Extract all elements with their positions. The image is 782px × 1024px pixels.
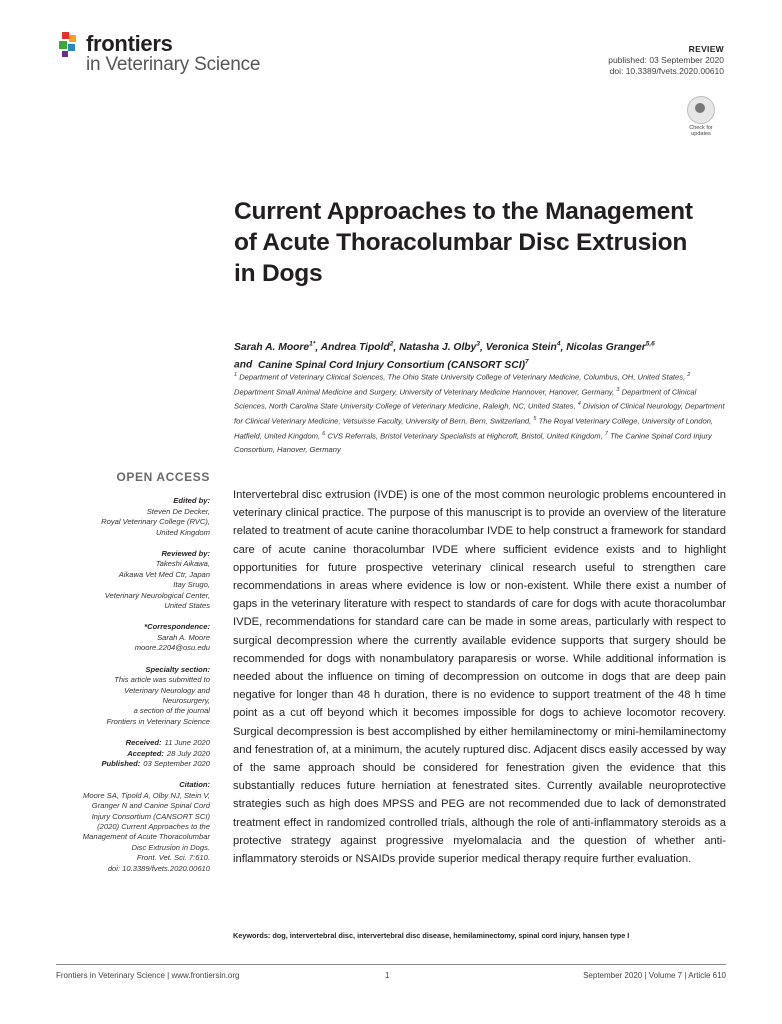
reviewed-by-section: Reviewed by: Takeshi Aikawa, Aikawa Vet Med Ctr, Japan Itay Srugo, Veterinary Neurological Center, United States bbox=[104, 549, 210, 611]
author[interactable]: Andrea Tipold$^2$ bbox=[320, 341, 394, 354]
correspondence-email[interactable]: moore.2204@osu.edu bbox=[134, 643, 210, 653]
author[interactable]: Nicolas Granger$^{5,6}$ bbox=[566, 341, 655, 354]
open-access-label: OPEN ACCESS bbox=[116, 470, 210, 484]
author[interactable]: Canine Spinal Cord Injury Consortium (CANSORT SCI)$^7$ bbox=[258, 358, 529, 371]
affiliation: CVS Referrals, Bristol Veterinary Specialists at Highcroft, Bristol, United Kingdom bbox=[327, 431, 601, 441]
article-meta bbox=[608, 44, 724, 77]
affiliation: Department of Veterinary Clinical Sciences, The Ohio State University College of Veterinary Medicine, Columbus, OH, United States bbox=[239, 372, 684, 382]
author[interactable]: Sarah A. Moore$^{1*}$ bbox=[234, 341, 316, 354]
edited-by-section: Edited by: Steven De Decker, Royal Veterinary College (RVC), United Kingdom bbox=[101, 496, 210, 537]
journal-logo bbox=[56, 30, 286, 82]
check-updates-icon bbox=[687, 96, 715, 124]
author[interactable]: Veronica Stein$^4$ bbox=[485, 341, 561, 354]
check-updates-label: Check for updates bbox=[689, 125, 713, 137]
page-number: 1 bbox=[385, 971, 390, 980]
article-sidebar bbox=[56, 472, 210, 885]
keywords-label: Keywords: bbox=[233, 931, 271, 940]
citation-section: Citation: Moore SA, Tipold A, Olby NJ, Stein V, Granger N and Canine Spinal Cord Injury Consortium (CANSORT SCI) (2020) Current Approaches to the Management of Acute Thoracolumbar Disc Extrusion in Dogs. Front. Vet. Sci. 7:610. doi: 10.3389/fvets.2020.00610 bbox=[82, 780, 210, 873]
author[interactable]: Natasha J. Olby$^3$ bbox=[399, 341, 480, 354]
abstract-text: Intervertebral disc extrusion (IVDE) is one of the most common neurologic problems encountered in veterinary clinical practice. The purpose of this manuscript is to provide an overview of the literature related to treatment of acute canine thoracolumbar IVDE to help construct a framework for standard care of acute canine thoracolumbar IVDE where sufficient evidence exists and to highlight opportunities for future prospective veterinary clinical research useful to strengthen care recommendations in areas where evidence is low or non-existent. While there exist a number of gaps in the veterinary literature with respect to standards of care for dogs with acute thoracolumbar IVDE, recommendations for standard care can be made in some areas, particularly with respect to surgical decompression where the currently available evidence supports that surgery should be recommended for dogs with nonambulatory paraparesis or worse. While additional information is needed about the influence on timing of decompression on outcome in dogs that are deep pain negative for longer than 48 h duration, there is no evidence to support treatment of the 48 h time point as a cut off beyond which it becomes impossible for dogs to achieve locomotor recovery. Surgical decompression is best accomplished by either hemilaminectomy or mini-hemilaminectomy and fenestration of, at a minimum, the acutely ruptured disc. Adjacent discs easily accessed by way of the same approach should be considered for fenestration given the evidence that this substantially reduces future herniation at fenestrated sites. Currently available neuroprotective strategies such as high does MPSS and PEG are not recommended due to lack of demonstrated treatment effect in randomized controlled trials, although the role of anti-inflammatory steroids as a protective strategy against progressive myelomalacia and the question of whether anti-inflammatory steroids or NSAIDs provide superior medical therapy require further evaluation. bbox=[233, 489, 726, 866]
affiliation: Division of Clinical Neurology, Department for Clinical Veterinary Medicine, Vetsuisse Faculty, University of Bern, Bern, Switzerland bbox=[234, 402, 725, 426]
brand-name: frontiers bbox=[86, 31, 173, 56]
affiliation: Department Small Animal Medicine and Surgery, University of Veterinary Medicine Hannover, Hanover, Germany bbox=[234, 387, 613, 397]
correspondence-section: *Correspondence: Sarah A. Moore moore.2204@osu.edu bbox=[56, 622, 210, 653]
footer-issue-info: September 2020 | Volume 7 | Article 610 bbox=[583, 971, 726, 980]
affiliation: The Royal Veterinary College, University of London, Hatfield, United Kingdom bbox=[234, 416, 714, 441]
journal-name: in Veterinary Science bbox=[86, 54, 261, 75]
affiliations: $^1$ Department of Veterinary Clinical Sciences, The Ohio State University College of Veterinary Medicine, Columbus, OH, United States, $^2$ Department Small Animal Medicine and Surgery, University of Veterinary Medicine Hannover, Hanover, Germany, $^3$ Department of Clinical Sciences, North Carolina State University College of Veterinary Medicine, Raleigh, NC, United States, $^4$ Division of Clinical Neurology, Department for Clinical Veterinary Medicine, Vetsuisse Faculty, University of Bern, Bern, Switzerland, $^5$ The Royal Veterinary College, University of London, Hatfield, United Kingdom, $^6$ CVS Referrals, Bristol Veterinary Specialists at Highcroft, Bristol, United Kingdom, $^7$ The Canine Spinal Cord Injury Consortium, Hanover, Germany bbox=[234, 372, 725, 454]
affiliation: Department of Clinical Sciences, North Carolina State University College of Veterinary Medicine, Raleigh, NC, United States bbox=[234, 387, 697, 411]
author-list: Sarah A. Moore$^{1*}$, Andrea Tipold$^2$, Natasha J. Olby$^3$, Veronica Stein$^4$, Nicolas Granger$^{5,6}$ and Canine Spinal Cord Injury Consortium (CANSORT SCI)$^7$ bbox=[234, 341, 655, 371]
article-title: Current Approaches to the Management of Acute Thoracolumbar Disc Extrusion in Dogs bbox=[234, 198, 693, 287]
specialty-section: Specialty section: This article was submitted to Veterinary Neurology and Neurosurgery, a section of the journal Frontiers in Veterinary Science bbox=[106, 664, 210, 726]
footer-journal-link[interactable]: Frontiers in Veterinary Science | www.frontiersin.org bbox=[56, 971, 240, 980]
dates-section: Received: 11 June 2020 Accepted: 28 July 2020 Published: 03 September 2020 bbox=[101, 738, 210, 768]
keywords-list: dog, intervertebral disc, intervertebral disc disease, hemilaminectomy, spinal cord injury, hansen type I bbox=[272, 931, 630, 940]
published-date: published: 03 September 2020 bbox=[608, 55, 724, 65]
article-type: REVIEW bbox=[688, 44, 724, 54]
affiliation: The Canine Spinal Cord Injury Consortium, Hanover, Germany bbox=[234, 431, 712, 454]
footer-divider bbox=[56, 964, 726, 965]
article-doi[interactable]: doi: 10.3389/fvets.2020.00610 bbox=[609, 66, 724, 76]
frontiers-logo-icon bbox=[56, 32, 86, 62]
check-for-updates-badge[interactable] bbox=[681, 96, 721, 146]
keywords bbox=[233, 931, 726, 941]
